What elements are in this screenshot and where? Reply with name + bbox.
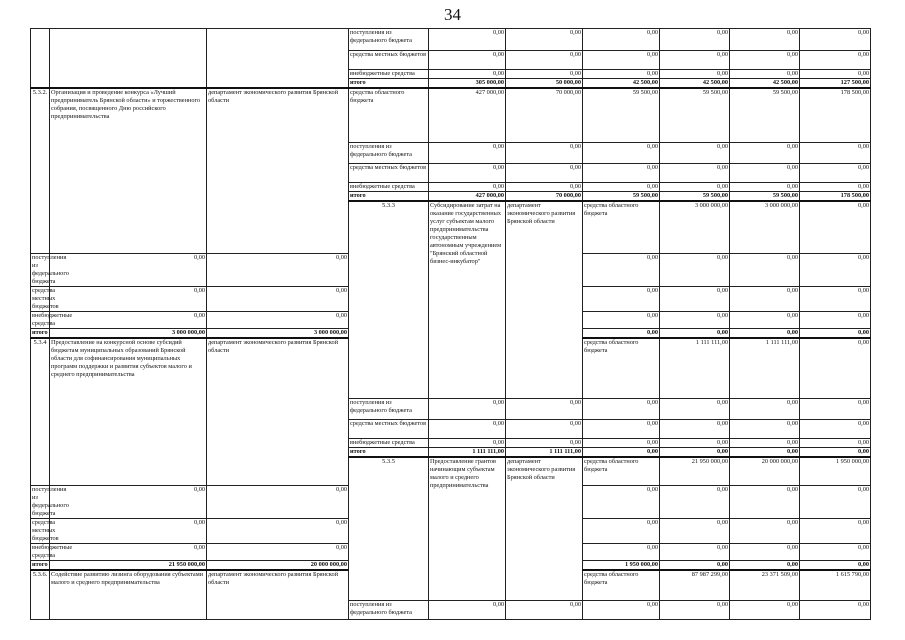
amount-cell-1: 0,00: [50, 312, 207, 329]
funding-source: средства областного бюджета: [349, 88, 429, 142]
funding-source: средства местных бюджетов: [32, 519, 59, 542]
amount-cell-3: 0,00: [583, 182, 660, 191]
amount-cell-2: 23 371 509,00: [730, 570, 800, 600]
amount-cell-2: 0,00: [506, 142, 583, 163]
amount-cell-2: 0,00: [506, 600, 583, 619]
measure-description: Субсидирование затрат на оказание государственных услуг субъектам малого предпринимательства государственным автономным учреждением "Брянский областной бизнес-инкубатор": [429, 201, 506, 399]
amount-cell-2: 0,00: [506, 419, 583, 438]
amount-cell-2: 20 000 000,00: [730, 457, 800, 486]
amount-cell-6: 0,00: [800, 398, 871, 419]
amount-cell-3: 0,00: [583, 438, 660, 447]
amount-cell-3: 0,00: [583, 163, 660, 182]
amount-cell-6: 0,00: [800, 438, 871, 447]
funding-table: [30, 28, 871, 620]
measure-executor: департамент экономического развития Брянской области: [506, 201, 583, 399]
funding-source: средства областного бюджета: [583, 201, 660, 254]
amount-cell-5: 0,00: [730, 70, 800, 79]
amount-cell-4: 59 500,00: [660, 88, 730, 142]
amount-cell-2: 0,00: [207, 519, 349, 544]
amount-cell-1: 427 000,00: [429, 88, 506, 142]
amount-cell-3: 0,00: [583, 419, 660, 438]
amount-cell-2: 0,00: [207, 287, 349, 312]
amount-cell-5: 0,00: [730, 398, 800, 419]
amount-cell-4: 0,00: [660, 544, 730, 561]
amount-cell-3: 1 615 790,00: [800, 570, 871, 600]
amount-cell-3: 0,00: [583, 29, 660, 51]
amount-cell-5: 0,00: [730, 561, 800, 571]
amount-cell-5: 0,00: [730, 312, 800, 329]
funding-source: поступления из федерального бюджета: [349, 142, 429, 163]
amount-cell-2: 0,00: [207, 486, 349, 519]
funding-source: внебюджетные средства: [349, 70, 429, 79]
amount-cell-2: 0,00: [207, 544, 349, 561]
amount-cell-4: 0,00: [660, 398, 730, 419]
amount-cell-1: 0,00: [50, 519, 207, 544]
measure-description: Предоставление на конкурсной основе субсидий бюджетам муниципальных образований Брянской области для софинансирования муниципальных программ поддержки и развития субъектов малого и среднего предпринимательства: [50, 338, 207, 486]
amount-cell-5: 0,00: [730, 51, 800, 70]
amount-cell-1: 3 000 000,00: [50, 329, 207, 339]
amount-cell-5: 0,00: [730, 486, 800, 519]
amount-cell-5: 0,00: [730, 329, 800, 339]
amount-cell-6: 178 500,00: [800, 88, 871, 142]
amount-cell-4: 42 500,00: [660, 79, 730, 89]
amount-cell-4: 0,00: [660, 486, 730, 519]
amount-cell-1: 0,00: [429, 438, 506, 447]
amount-cell-6: 0,00: [800, 51, 871, 70]
funding-source: поступления из федерального бюджета: [32, 486, 69, 517]
amount-cell-5: 0,00: [730, 519, 800, 544]
amount-cell-2: 3 000 000,00: [730, 201, 800, 254]
amount-cell-6: 178 500,00: [800, 191, 871, 201]
amount-cell-6: 0,00: [800, 519, 871, 544]
amount-cell-2: 0,00: [207, 312, 349, 329]
amount-cell-1: 0,00: [429, 600, 506, 619]
funding-source: итого: [32, 329, 48, 336]
amount-cell-6: 0,00: [800, 142, 871, 163]
amount-cell-3: 0,00: [583, 70, 660, 79]
amount-cell-3: 0,00: [583, 329, 660, 339]
amount-cell-2: 70 000,00: [506, 88, 583, 142]
amount-cell-4: 0,00: [660, 329, 730, 339]
amount-cell-4: 0,00: [660, 287, 730, 312]
amount-cell-2: 20 000 000,00: [207, 561, 349, 571]
amount-cell-3: 0,00: [800, 338, 871, 398]
amount-cell-1: 0,00: [429, 142, 506, 163]
amount-cell-3: 0,00: [583, 486, 660, 519]
cell-desc: [50, 29, 207, 89]
amount-cell-3: 1 950 000,00: [583, 561, 660, 571]
amount-cell-1: 0,00: [50, 254, 207, 287]
amount-cell-1: 0,00: [429, 29, 506, 51]
amount-cell-4: 59 500,00: [660, 191, 730, 201]
amount-cell-2: 0,00: [506, 163, 583, 182]
measure-executor: департамент экономического развития Брянской области: [207, 338, 349, 486]
amount-cell-5: 0,00: [730, 544, 800, 561]
table-row: [31, 29, 871, 51]
amount-cell-2: 70 000,00: [506, 191, 583, 201]
measure-executor: департамент экономического развития Брянской области: [207, 570, 349, 619]
funding-source: внебюджетные средства: [349, 182, 429, 191]
amount-cell-4: 0,00: [660, 29, 730, 51]
amount-cell-5: 0,00: [730, 438, 800, 447]
funding-source: внебюджетные средства: [32, 544, 73, 559]
amount-cell-3: 0,00: [583, 544, 660, 561]
measure-description: Организация и проведение конкурса «Лучший предприниматель Брянской области» и торжественного собрания, посвященного Дню российского предпринимательства: [50, 88, 207, 254]
funding-source: поступления из федерального бюджета: [349, 398, 429, 419]
amount-cell-1: 3 000 000,00: [660, 201, 730, 254]
funding-source: итого: [349, 191, 429, 201]
amount-cell-2: 0,00: [207, 254, 349, 287]
amount-cell-3: 0,00: [800, 201, 871, 254]
amount-cell-6: 0,00: [800, 561, 871, 571]
funding-source: итого: [349, 79, 429, 89]
measure-description: Предоставление грантов начинающим субъектам малого и среднего предпринимательства: [429, 457, 506, 601]
amount-cell-3: 0,00: [583, 519, 660, 544]
amount-cell-4: 0,00: [660, 519, 730, 544]
amount-cell-4: 0,00: [660, 51, 730, 70]
amount-cell-4: 0,00: [660, 312, 730, 329]
table-row: [31, 88, 871, 142]
funding-source: средства областного бюджета: [583, 457, 660, 486]
amount-cell-2: 0,00: [506, 70, 583, 79]
amount-cell-6: 127 500,00: [800, 79, 871, 89]
amount-cell-6: 0,00: [800, 254, 871, 287]
amount-cell-1: 0,00: [50, 287, 207, 312]
amount-cell-5: 0,00: [730, 600, 800, 619]
amount-cell-5: 0,00: [730, 142, 800, 163]
amount-cell-6: 0,00: [800, 329, 871, 339]
amount-cell-2: 1 111 111,00: [506, 447, 583, 457]
funding-source: средства местных бюджетов: [349, 51, 429, 70]
amount-cell-5: 0,00: [730, 254, 800, 287]
measure-code: 5.3.5: [349, 457, 429, 601]
funding-source: средства областного бюджета: [583, 570, 660, 600]
amount-cell-4: 0,00: [660, 561, 730, 571]
amount-cell-4: 0,00: [660, 142, 730, 163]
amount-cell-5: 0,00: [730, 287, 800, 312]
amount-cell-2: 0,00: [506, 438, 583, 447]
amount-cell-2: 50 000,00: [506, 79, 583, 89]
amount-cell-2: 1 111 111,00: [730, 338, 800, 398]
amount-cell-6: 0,00: [800, 287, 871, 312]
amount-cell-4: 0,00: [660, 163, 730, 182]
amount-cell-1: 21 950 000,00: [50, 561, 207, 571]
measure-code: 5.3.2.: [31, 88, 50, 254]
amount-cell-1: 427 000,00: [429, 191, 506, 201]
funding-source: средства областного бюджета: [583, 338, 660, 398]
amount-cell-3: 0,00: [583, 600, 660, 619]
amount-cell-1: 1 111 111,00: [429, 447, 506, 457]
amount-cell-3: 0,00: [583, 51, 660, 70]
amount-cell-1: 0,00: [429, 398, 506, 419]
amount-cell-1: 0,00: [429, 163, 506, 182]
amount-cell-5: 59 500,00: [730, 191, 800, 201]
amount-cell-6: 0,00: [800, 447, 871, 457]
amount-cell-3: 59 500,00: [583, 191, 660, 201]
amount-cell-5: 0,00: [730, 447, 800, 457]
amount-cell-3: 42 500,00: [583, 79, 660, 89]
measure-executor: департамент экономического развития Брянской области: [207, 88, 349, 254]
funding-source: средства местных бюджетов: [32, 287, 59, 310]
amount-cell-1: 87 987 299,00: [660, 570, 730, 600]
amount-cell-3: 1 950 000,00: [800, 457, 871, 486]
amount-cell-1: 0,00: [429, 70, 506, 79]
cell-code: [31, 29, 50, 89]
measure-code: 5.3.3: [349, 201, 429, 399]
amount-cell-5: 0,00: [730, 182, 800, 191]
amount-cell-1: 0,00: [50, 486, 207, 519]
amount-cell-6: 0,00: [800, 29, 871, 51]
amount-cell-6: 0,00: [800, 486, 871, 519]
amount-cell-4: 0,00: [660, 447, 730, 457]
amount-cell-5: 59 500,00: [730, 88, 800, 142]
amount-cell-5: 0,00: [730, 163, 800, 182]
amount-cell-6: 0,00: [800, 163, 871, 182]
amount-cell-2: 0,00: [506, 29, 583, 51]
amount-cell-4: 0,00: [660, 600, 730, 619]
funding-source: поступления из федерального бюджета: [32, 254, 69, 285]
amount-cell-1: 305 000,00: [429, 79, 506, 89]
funding-source: итого: [32, 561, 48, 568]
amount-cell-6: 0,00: [800, 70, 871, 79]
amount-cell-1: 1 111 111,00: [660, 338, 730, 398]
measure-executor: департамент экономического развития Брянской области: [506, 457, 583, 601]
measure-code: 5.3.6.: [31, 570, 50, 619]
amount-cell-4: 0,00: [660, 70, 730, 79]
amount-cell-2: 0,00: [506, 182, 583, 191]
amount-cell-1: 0,00: [429, 419, 506, 438]
amount-cell-2: 3 000 000,00: [207, 329, 349, 339]
funding-source: внебюджетные средства: [32, 312, 73, 327]
funding-source: поступления из федерального бюджета: [349, 29, 429, 51]
amount-cell-6: 0,00: [800, 312, 871, 329]
funding-source: внебюджетные средства: [349, 438, 429, 447]
amount-cell-2: 0,00: [506, 398, 583, 419]
amount-cell-1: 21 950 000,00: [660, 457, 730, 486]
amount-cell-4: 0,00: [660, 254, 730, 287]
amount-cell-3: 59 500,00: [583, 88, 660, 142]
amount-cell-1: 0,00: [429, 182, 506, 191]
amount-cell-6: 0,00: [800, 182, 871, 191]
amount-cell-5: 0,00: [730, 29, 800, 51]
amount-cell-3: 0,00: [583, 287, 660, 312]
measure-description: Содействие развитию лизинга оборудования субъектами малого и среднего предпринимательства: [50, 570, 207, 619]
amount-cell-6: 0,00: [800, 544, 871, 561]
amount-cell-3: 0,00: [583, 398, 660, 419]
amount-cell-6: 0,00: [800, 419, 871, 438]
amount-cell-4: 0,00: [660, 182, 730, 191]
page-number: 34: [444, 5, 461, 24]
amount-cell-3: 0,00: [583, 312, 660, 329]
amount-cell-1: 0,00: [50, 544, 207, 561]
funding-source: средства местных бюджетов: [349, 163, 429, 182]
cell-exec: [207, 29, 349, 89]
funding-source: средства местных бюджетов: [349, 419, 429, 438]
amount-cell-1: 0,00: [429, 51, 506, 70]
amount-cell-5: 42 500,00: [730, 79, 800, 89]
amount-cell-2: 0,00: [506, 51, 583, 70]
amount-cell-4: 0,00: [660, 438, 730, 447]
funding-source: итого: [349, 447, 429, 457]
amount-cell-5: 0,00: [730, 419, 800, 438]
measure-code: 5.3.4: [31, 338, 50, 486]
amount-cell-3: 0,00: [583, 254, 660, 287]
amount-cell-3: 0,00: [583, 142, 660, 163]
amount-cell-4: 0,00: [660, 419, 730, 438]
amount-cell-6: 0,00: [800, 600, 871, 619]
amount-cell-3: 0,00: [583, 447, 660, 457]
funding-source: поступления из федерального бюджета: [349, 600, 429, 619]
